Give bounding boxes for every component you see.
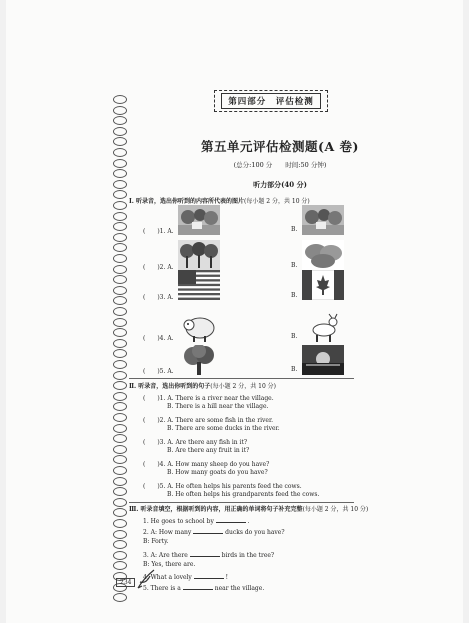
spiral-coil: [113, 328, 127, 337]
spiral-coil: [113, 148, 127, 157]
spiral-coil: [113, 487, 127, 496]
sentence-option-b: B. Are there any fruit in it?: [167, 447, 250, 454]
village-icon: [302, 205, 344, 235]
section1-heading: Ⅰ. 听录音，选出你听到的内容所代表的图片(每小题 2 分，共 10 分): [129, 198, 310, 205]
spiral-coil: [113, 137, 127, 146]
fill-blank-line: 1. He goes to school by .: [143, 518, 250, 525]
spiral-coil: [113, 296, 127, 305]
fill-blank-line: 2. A: How many ducks do you have?: [143, 529, 285, 537]
page-number: 234: [116, 578, 135, 587]
spiral-coil: [113, 455, 127, 464]
spiral-coil: [113, 222, 127, 231]
spiral-coil: [113, 519, 127, 528]
spiral-coil: [113, 233, 127, 242]
spiral-coil: [113, 434, 127, 443]
fill-blank-line: 5. There is a near the village.: [143, 585, 265, 593]
option-b-label: B.: [291, 366, 298, 373]
spiral-coil: [113, 561, 127, 570]
section2-heading: Ⅱ. 听录音，选出你听到的句子(每小题 2 分，共 10 分): [129, 383, 277, 390]
spiral-coil: [113, 307, 127, 316]
sentence-option-a: ( )1. A. There is a river near the village.: [143, 395, 274, 402]
sunset-icon: [302, 345, 344, 375]
section3-heading: Ⅲ. 听录音填空，根据听到的内容，用正确的单词将句子补充完整(每小题 2 分，共 10 分): [129, 506, 369, 513]
spiral-coil: [113, 424, 127, 433]
option-b-label: B.: [291, 333, 298, 340]
answer-blank[interactable]: [193, 527, 223, 534]
spiral-coil: [113, 159, 127, 168]
spiral-coil: [113, 445, 127, 454]
page-title: 第五单元评估检测题(A 卷): [201, 139, 359, 154]
tree-icon: [178, 345, 220, 375]
sentence-option-a: ( )3. A. Are there any fish in it?: [143, 439, 248, 446]
sentence-option-b: B. There is a hill near the village.: [167, 403, 269, 410]
spiral-coil: [113, 530, 127, 539]
village-icon: [178, 205, 220, 235]
spiral-coil: [113, 508, 127, 517]
usa-flag-icon: [178, 270, 220, 300]
score-time-info: (总分:100 分 时间:50 分钟): [233, 161, 327, 169]
part-header-label: 第四部分 评估检测: [221, 93, 321, 109]
spiral-coil: [113, 551, 127, 560]
canada-flag-icon: [302, 270, 344, 300]
fill-blank-line: 4. What a lovely !: [143, 574, 229, 581]
sheep-icon: [178, 313, 220, 343]
spiral-coil: [113, 593, 127, 602]
spiral-coil: [113, 402, 127, 411]
spiral-coil: [113, 254, 127, 263]
question-number: ( )3. A.: [143, 294, 174, 301]
pen-icon: [136, 568, 156, 590]
spiral-coil: [113, 265, 127, 274]
question-number: ( )2. A.: [143, 264, 174, 271]
question-number: ( )5. A.: [143, 368, 174, 375]
spiral-coil: [113, 243, 127, 252]
question-number: ( )4. A.: [143, 335, 174, 342]
fill-blank-line: B: Forty.: [143, 538, 169, 546]
sentence-option-b: B. There are some ducks in the river.: [167, 425, 280, 432]
spiral-coil: [113, 190, 127, 199]
trees-icon: [178, 240, 220, 270]
spiral-coil: [113, 392, 127, 401]
spiral-coil: [113, 116, 127, 125]
spiral-coil: [113, 201, 127, 210]
option-b-label: B.: [291, 226, 298, 233]
answer-blank[interactable]: [216, 516, 246, 523]
section-divider: [129, 502, 354, 503]
option-b-label: B.: [291, 262, 298, 269]
spiral-coil: [113, 381, 127, 390]
answer-blank[interactable]: [194, 572, 224, 579]
answer-blank[interactable]: [183, 583, 213, 590]
spiral-coil: [113, 339, 127, 348]
part-header: [214, 90, 328, 112]
spiral-coil: [113, 127, 127, 136]
sentence-option-a: ( )5. A. He often helps his parents feed the cows.: [143, 483, 302, 490]
spiral-coil: [113, 318, 127, 327]
spiral-coil: [113, 413, 127, 422]
option-b-label: B.: [291, 292, 298, 299]
spiral-coil: [113, 349, 127, 358]
sentence-option-b: B. He often helps his grandparents feed the cows.: [167, 491, 320, 498]
spiral-coil: [113, 286, 127, 295]
spiral-coil: [113, 466, 127, 475]
spiral-coil: [113, 540, 127, 549]
goat-icon: [302, 313, 344, 343]
spiral-coil: [113, 169, 127, 178]
fill-blank-line: B: Yes, there are.: [143, 560, 196, 568]
spiral-coil: [113, 477, 127, 486]
spiral-coil: [113, 498, 127, 507]
answer-blank[interactable]: [190, 550, 220, 557]
spiral-coil: [113, 275, 127, 284]
spiral-coil: [113, 360, 127, 369]
spiral-binding: [113, 95, 127, 605]
spiral-coil: [113, 180, 127, 189]
sentence-option-a: ( )2. A. There are some fish in the river.: [143, 417, 274, 424]
sentence-option-a: ( )4. A. How many sheep do you have?: [143, 461, 270, 468]
question-number: ( )1. A.: [143, 228, 174, 235]
spiral-coil: [113, 371, 127, 380]
potatoes-icon: [302, 240, 344, 270]
fill-blank-line: 3. A: Are there birds in the tree?: [143, 551, 275, 559]
spiral-coil: [113, 212, 127, 221]
spiral-coil: [113, 106, 127, 115]
listening-heading: 听力部分(40 分): [253, 180, 307, 189]
section-divider: [129, 378, 354, 379]
sentence-option-b: B. How many goats do you have?: [167, 469, 268, 476]
spiral-coil: [113, 95, 127, 104]
